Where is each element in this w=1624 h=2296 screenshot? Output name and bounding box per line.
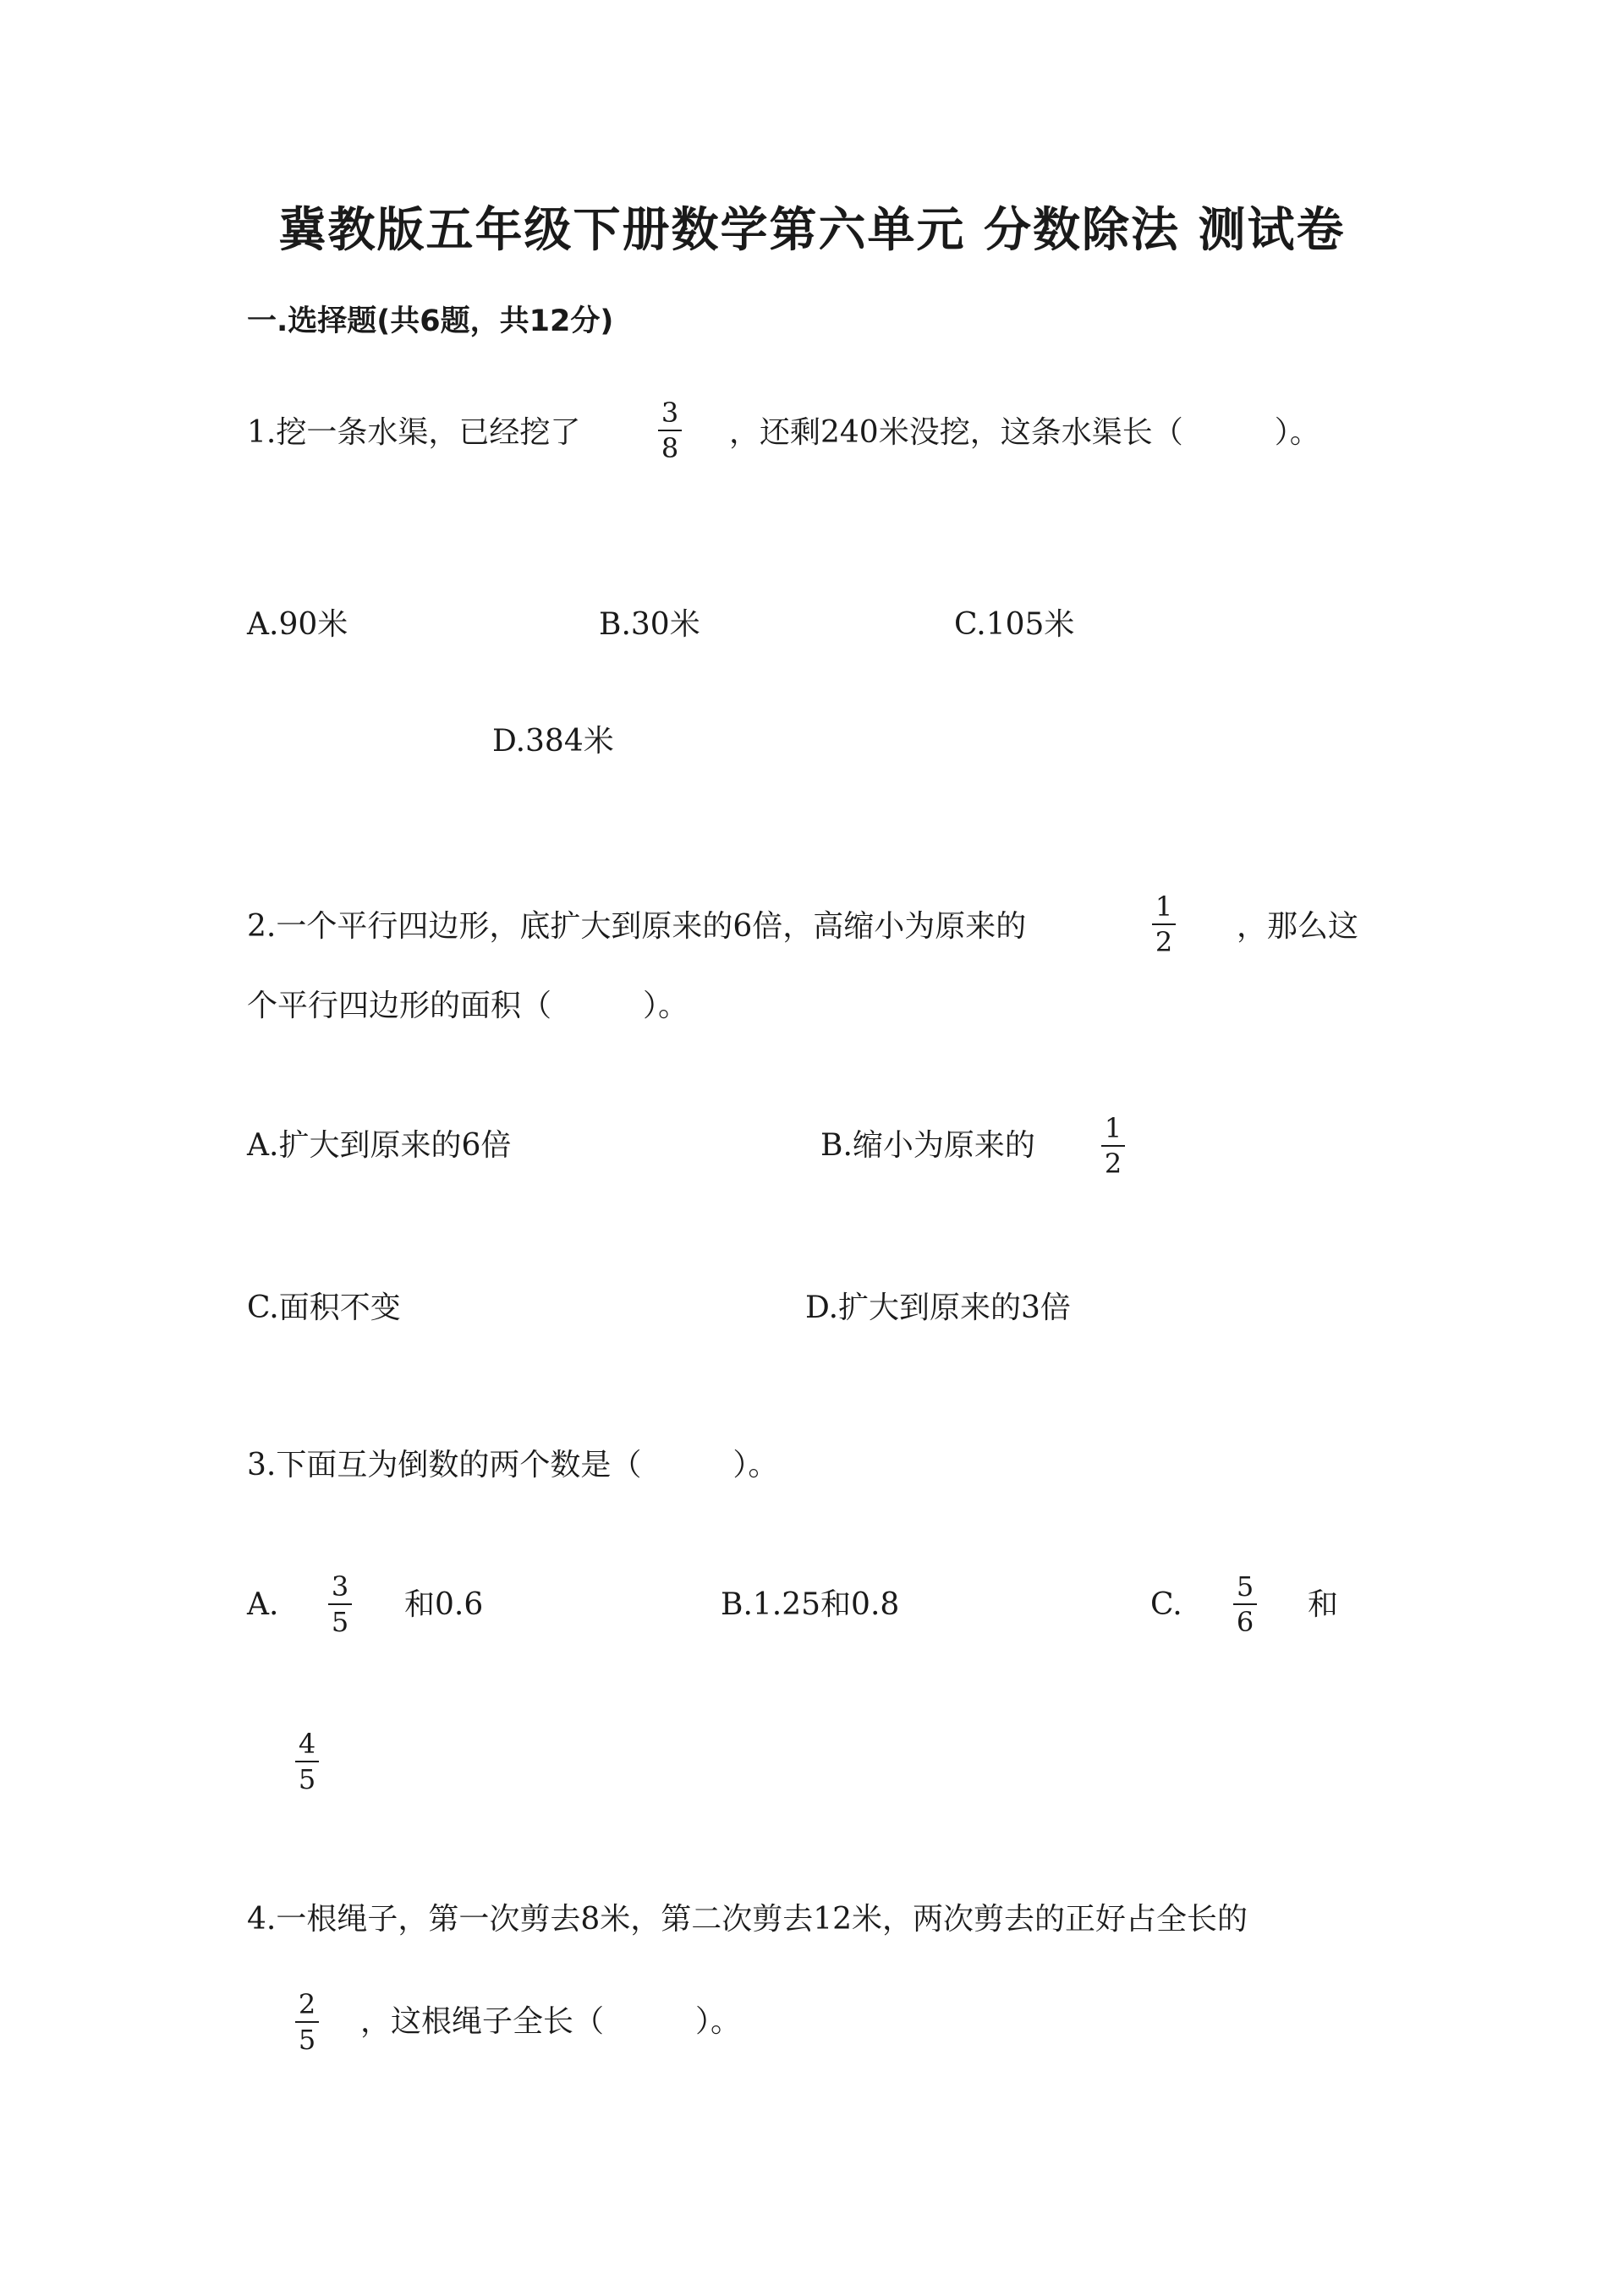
fraction-bar bbox=[295, 2021, 319, 2023]
q3-stem: 3.下面互为倒数的两个数是（ ）。 bbox=[247, 1448, 779, 1482]
q3-option-b[interactable]: B.1.25和0.8 bbox=[721, 1587, 900, 1622]
q2-fraction bbox=[1152, 891, 1176, 957]
q2-stem-part1: 2.一个平行四边形，底扩大到原来的6倍，高缩小为原来的 bbox=[247, 909, 1027, 944]
q3-option-a-fraction bbox=[328, 1571, 352, 1637]
q1-stem-part1: 1.挖一条水渠，已经挖了 bbox=[247, 415, 581, 450]
q4-fraction bbox=[295, 1989, 319, 2055]
q1-option-c[interactable]: C.105米 bbox=[954, 607, 1075, 642]
q4-fraction-denominator: 5 bbox=[298, 2024, 316, 2056]
q2-stem-part3: 个平行四边形的面积（ ）。 bbox=[247, 989, 689, 1023]
q1-option-d[interactable]: D.384米 bbox=[492, 724, 614, 759]
q3-option-c-fraction-denominator: 6 bbox=[1236, 1606, 1254, 1638]
q2-option-b-fraction-denominator: 2 bbox=[1104, 1148, 1122, 1180]
q1-fraction-numerator: 3 bbox=[661, 397, 679, 429]
fraction-bar bbox=[1233, 1603, 1257, 1605]
q2-fraction-numerator: 1 bbox=[1155, 890, 1173, 923]
q3-option-c-fraction bbox=[1233, 1571, 1257, 1637]
q3-option-c-fraction-2-numerator: 4 bbox=[298, 1728, 316, 1760]
q2-option-b-fraction-numerator: 1 bbox=[1104, 1112, 1122, 1144]
q1-option-b[interactable]: B.30米 bbox=[599, 607, 700, 642]
q2-option-d[interactable]: D.扩大到原来的3倍 bbox=[805, 1290, 1071, 1325]
q4-stem-part2: ，这根绳子全长（ ）。 bbox=[360, 2004, 742, 2039]
q3-option-c-rest: 和 bbox=[1308, 1587, 1339, 1622]
q3-option-a-fraction-denominator: 5 bbox=[331, 1606, 349, 1638]
page-title: 冀教版五年级下册数学第六单元 分数除法 测试卷 bbox=[278, 203, 1346, 258]
q3-option-a-label[interactable]: A. bbox=[247, 1587, 279, 1622]
q4-stem-part1: 4.一根绳子，第一次剪去8米，第二次剪去12米，两次剪去的正好占全长的 bbox=[247, 1902, 1248, 1937]
q2-fraction-denominator: 2 bbox=[1155, 926, 1173, 958]
q1-stem-part2: ，还剩240米没挖，这条水渠长（ ）。 bbox=[729, 415, 1320, 450]
fraction-bar bbox=[658, 430, 682, 431]
q3-option-a-fraction-numerator: 3 bbox=[331, 1570, 349, 1603]
fraction-bar bbox=[295, 1761, 319, 1762]
q2-option-b[interactable]: B.缩小为原来的 bbox=[820, 1128, 1035, 1163]
q3-option-c-fraction-numerator: 5 bbox=[1236, 1570, 1254, 1603]
q2-option-a[interactable]: A.扩大到原来的6倍 bbox=[247, 1128, 512, 1163]
fraction-bar bbox=[1101, 1145, 1125, 1147]
q3-option-c-label[interactable]: C. bbox=[1150, 1587, 1182, 1622]
fraction-bar bbox=[1152, 923, 1176, 925]
q3-option-c-fraction-2-denominator: 5 bbox=[298, 1763, 316, 1795]
q2-option-c[interactable]: C.面积不变 bbox=[247, 1290, 401, 1325]
fraction-bar bbox=[328, 1603, 352, 1605]
q4-fraction-numerator: 2 bbox=[298, 1988, 316, 2020]
q1-fraction bbox=[658, 397, 682, 463]
q1-option-a[interactable]: A.90米 bbox=[247, 607, 348, 642]
q1-fraction-denominator: 8 bbox=[661, 432, 679, 464]
q3-option-a-rest: 和0.6 bbox=[404, 1587, 484, 1622]
q3-option-c-fraction-2 bbox=[295, 1729, 319, 1795]
q2-option-b-fraction bbox=[1101, 1113, 1125, 1179]
section-heading: 一.选择题(共6题，共12分) bbox=[247, 304, 614, 338]
q2-stem-part2: ，那么这 bbox=[1237, 909, 1359, 944]
